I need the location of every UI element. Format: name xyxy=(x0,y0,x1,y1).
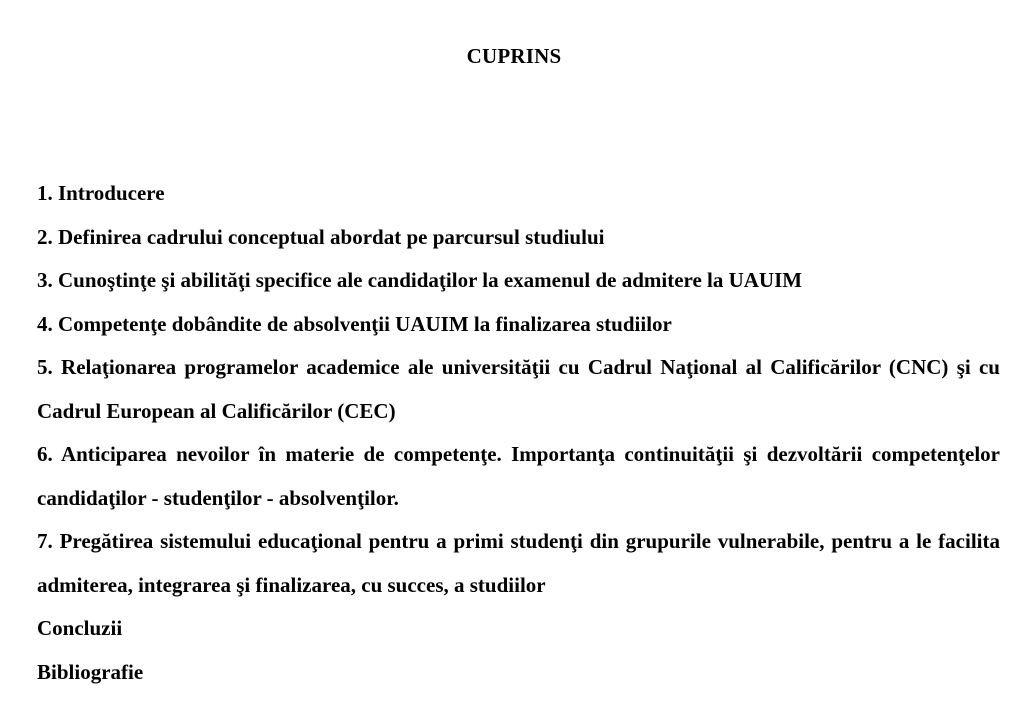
toc-item-concluzii: Concluzii xyxy=(37,616,123,640)
page-title: CUPRINS xyxy=(466,44,562,68)
toc-item-competente-absolventi: 4. Competenţe dobândite de absolvenţii UAUIM la finalizarea studiilor xyxy=(37,311,672,336)
toc-item-cunostinte-abilitati: 3. Cunoştinţe şi abilităţi specifice ale candidaţilor la examenul de admitere la UAUIM xyxy=(37,268,803,292)
toc-item-anticiparea-nevoilor: 6. Anticiparea nevoilor în materie de competenţe. Importanţa continuităţii şi dezvoltării competenţelor candidaţilor - studenţilor - absolvenţilor. xyxy=(37,442,1000,510)
table-of-contents xyxy=(37,172,1000,694)
toc-item-cadru-conceptual: 2. Definirea cadrului conceptual abordat pe parcursul studiului xyxy=(37,224,605,249)
toc-item-bibliografie: Bibliografie xyxy=(37,659,144,684)
toc-item-pregatirea-sistemului: 7. Pregătirea sistemului educaţional pentru a primi studenţi din grupurile vulnerabile, pentru a le facilita admiterea, integrarea şi finalizarea, cu succes, a studiilor xyxy=(37,529,1000,597)
toc-item-introducere: 1. Introducere xyxy=(37,181,165,205)
toc-item-relationarea-programelor: 5. Relaţionarea programelor academice ale universităţii cu Cadrul Naţional al Calificărilor (CNC) şi cu Cadrul European al Calificărilor (CEC) xyxy=(37,355,1000,423)
